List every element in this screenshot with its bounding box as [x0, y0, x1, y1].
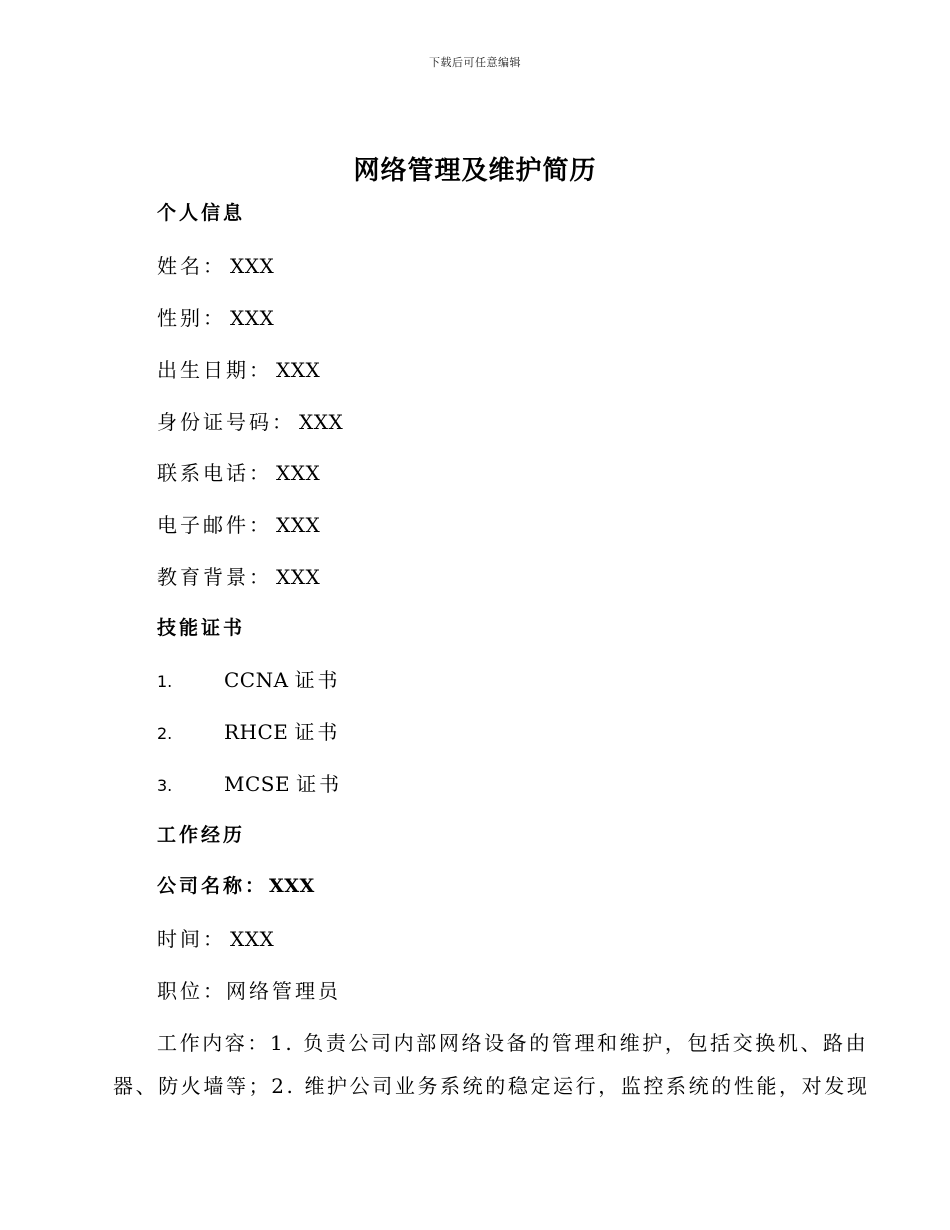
field-birthdate: [157, 354, 320, 383]
list-item: [157, 716, 340, 745]
section-heading-personal: 个人信息: [157, 202, 246, 224]
list-number: 2.: [157, 724, 173, 743]
certificate-name: RHCE: [224, 720, 289, 744]
field-label: 出生日期：: [157, 358, 272, 382]
company-value: XXX: [269, 875, 315, 897]
field-label: 教育背景：: [157, 565, 272, 589]
list-item: [157, 768, 342, 797]
certificate-name: CCNA: [224, 668, 289, 692]
company-label: 公司名称：: [157, 875, 268, 897]
field-email: [157, 509, 320, 538]
list-number: 1.: [157, 672, 173, 691]
certificate-name: MCSE: [224, 772, 291, 796]
time-value: XXX: [230, 927, 275, 951]
field-value: XXX: [299, 410, 344, 434]
list-item: [157, 664, 341, 693]
field-label: 姓名：: [157, 254, 226, 278]
time-line: [157, 923, 274, 952]
position-value: 网络管理员: [226, 979, 341, 1003]
field-id-number: [157, 406, 343, 435]
field-phone: [157, 457, 320, 486]
certificate-suffix: 证书: [294, 668, 341, 692]
field-label: 身份证号码：: [157, 410, 295, 434]
company-line: [157, 871, 315, 898]
field-value: XXX: [276, 461, 321, 485]
field-value: XXX: [230, 254, 275, 278]
field-label: 电子邮件：: [157, 513, 272, 537]
field-label: 联系电话：: [157, 461, 272, 485]
position-label: 职位：: [157, 979, 226, 1003]
field-gender: [157, 302, 274, 331]
header-note: 下载后可任意编辑: [429, 56, 521, 69]
page-title: 网络管理及维护简历: [353, 156, 597, 186]
field-education: [157, 561, 320, 590]
position-line: [157, 975, 341, 1004]
field-name: [157, 250, 274, 279]
field-value: XXX: [276, 513, 321, 537]
field-label: 性别：: [157, 306, 226, 330]
field-value: XXX: [230, 306, 275, 330]
certificate-suffix: 证书: [296, 772, 343, 796]
time-label: 时间：: [157, 927, 226, 951]
work-content-line-2: 器、防火墙等；2. 维护公司业务系统的稳定运行，监控系统的性能，对发现: [113, 1074, 870, 1098]
list-number: 3.: [157, 776, 173, 795]
section-heading-work: 工作经历: [157, 824, 246, 846]
certificate-suffix: 证书: [294, 720, 341, 744]
field-value: XXX: [276, 358, 321, 382]
field-value: XXX: [276, 565, 321, 589]
work-content-line-1: 工作内容：1. 负责公司内部网络设备的管理和维护，包括交换机、路由: [157, 1031, 869, 1055]
section-heading-skills: 技能证书: [157, 617, 246, 639]
